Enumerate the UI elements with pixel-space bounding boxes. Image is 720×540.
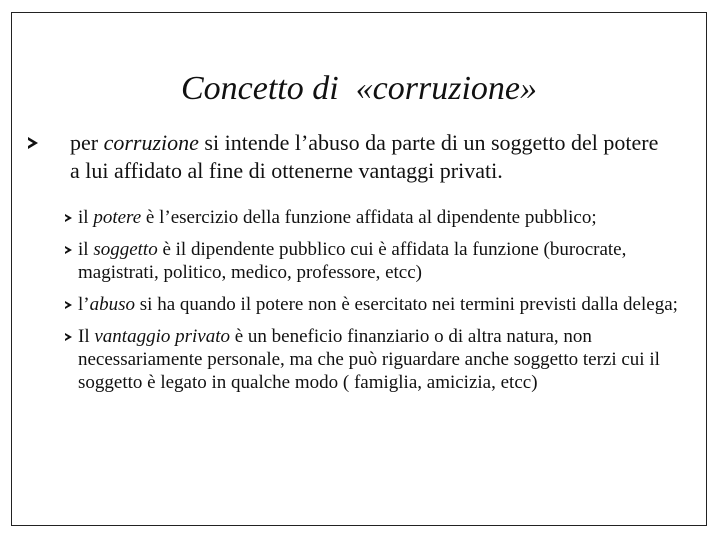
main-bullet-prefix: per — [70, 130, 104, 155]
main-bullet-emphasis: corruzione — [103, 130, 199, 155]
arrowhead-bullet-icon — [65, 246, 72, 254]
sub-bullet-prefix: il — [78, 207, 94, 228]
sub-bullet-item-potere — [78, 206, 678, 229]
sub-bullet-list — [78, 206, 678, 403]
arrowhead-bullet-icon — [65, 333, 72, 341]
sub-bullet-prefix: l’ — [78, 294, 90, 315]
sub-bullet-emphasis: soggetto — [93, 239, 158, 260]
sub-bullet-item-soggetto — [78, 238, 678, 284]
sub-bullet-item-abuso — [78, 293, 678, 316]
sub-bullet-suffix: è un beneficio finanziario o di altra natura, non necessariamente personale, ma che può riguardare anche soggetto terzi cui il soggetto è legato in qualche modo ( famiglia, amicizia, etcc) — [78, 326, 660, 393]
arrowhead-bullet-icon — [65, 214, 72, 222]
main-bullet-item — [70, 129, 670, 185]
sub-bullet-emphasis: potere — [93, 207, 142, 228]
sub-bullet-item-vantaggio — [78, 325, 678, 394]
sub-bullet-suffix: si ha quando il potere non è esercitato nei termini previsti dalla delega; — [135, 294, 678, 315]
sub-bullet-prefix: il — [78, 239, 94, 260]
sub-bullet-emphasis: vantaggio privato — [94, 326, 230, 347]
arrowhead-bullet-icon — [28, 137, 38, 149]
slide-title: Concetto di «corruzione» — [180, 70, 538, 107]
sub-bullet-emphasis: abuso — [89, 294, 136, 315]
sub-bullet-suffix: è il dipendente pubblico cui è affidata la funzione (burocrate, magistrati, politico, medico, professore, etcc) — [78, 239, 627, 283]
sub-bullet-suffix: è l’esercizio della funzione affidata al dipendente pubblico; — [141, 207, 597, 228]
arrowhead-bullet-icon — [65, 301, 72, 309]
main-bullet-suffix: si intende l’abuso da parte di un soggetto del potere a lui affidato al fine di ottenerne vantaggi privati. — [70, 130, 659, 183]
slide-frame — [11, 12, 707, 526]
sub-bullet-prefix: Il — [78, 326, 95, 347]
